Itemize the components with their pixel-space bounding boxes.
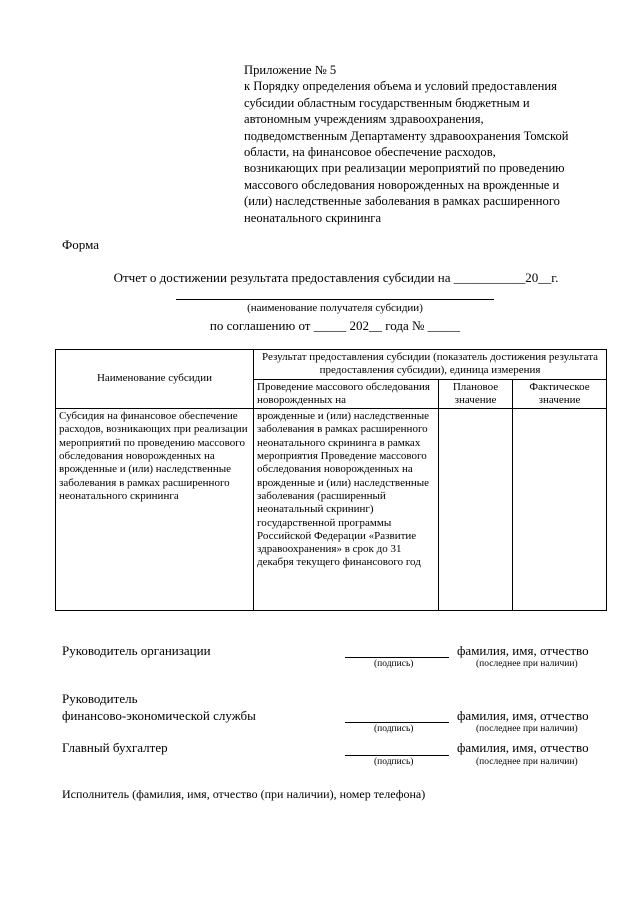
accountant-patronymic-caption: (последнее при наличии) — [476, 757, 578, 767]
finance-label-line1: Руководитель — [62, 691, 138, 706]
table-row — [56, 409, 607, 611]
head-signature-line[interactable] — [345, 657, 449, 658]
header-actual: Фактическое значение — [513, 379, 607, 409]
appendix-line: возникающих при реализации мероприятий по проведению — [244, 161, 565, 176]
header-planned: Плановое значение — [439, 379, 513, 409]
row-actual[interactable] — [513, 409, 607, 611]
header-subsidy-name: Наименование субсидии — [56, 350, 254, 409]
accountant-fio: фамилия, имя, отчество — [457, 740, 589, 755]
header-result-event: Проведение массового обследования новорожденных на — [254, 379, 439, 409]
appendix-line: подведомственным Департаменту здравоохранения Томской — [244, 128, 569, 143]
finance-signature-line[interactable] — [345, 722, 449, 723]
finance-signature-caption: (подпись) — [374, 724, 414, 734]
head-patronymic-caption: (последнее при наличии) — [476, 659, 578, 669]
head-label: Руководитель организации — [62, 643, 211, 658]
executor-line: Исполнитель (фамилия, имя, отчество (при наличии), номер телефона) — [62, 787, 426, 801]
appendix-line: автономным учреждениям здравоохранения, — [244, 112, 484, 127]
appendix-line: (или) наследственные заболевания в рамках расширенного — [244, 194, 560, 209]
appendix-line: Приложение № 5 — [244, 63, 337, 77]
report-title: Отчет о достижении результата предоставления субсидии на ___________20__г. — [113, 270, 559, 285]
head-signature-caption: (подпись) — [374, 659, 414, 669]
accountant-signature-caption: (подпись) — [374, 757, 414, 767]
agreement-line: по соглашению от _____ 202__ года № _____ — [209, 318, 461, 333]
row-planned[interactable] — [439, 409, 513, 611]
finance-label-line2: финансово-экономической службы — [62, 708, 256, 723]
appendix-header — [244, 62, 624, 226]
finance-fio: фамилия, имя, отчество — [457, 708, 589, 723]
report-table — [55, 349, 607, 611]
accountant-signature-line[interactable] — [345, 755, 449, 756]
row-result-text: врожденные и (или) наследственные заболевания в рамках расширенного неонатального скрининга в рамках мероприятия Проведение массового обследования новорожденных на врожденные и (или) наследственные заболевания (расширенный неонатальный скрининг) государственной программы Российской Федерации «Развитие здравоохранения» в срок до 31 декабря текущего финансового год — [254, 409, 439, 611]
appendix-line: субсидии областным государственным бюджетным и — [244, 95, 530, 110]
header-result: Результат предоставления субсидии (показатель достижения результата предоставления субсидии), единица измерения — [254, 350, 607, 380]
finance-patronymic-caption: (последнее при наличии) — [476, 724, 578, 734]
head-fio: фамилия, имя, отчество — [457, 643, 589, 658]
appendix-line: к Порядку определения объема и условий предоставления — [244, 79, 557, 94]
row-subsidy-name: Субсидия на финансовое обеспечение расходов, возникающих при реализации мероприятий по проведению массового обследования новорожденных на врожденные и (или) наследственные заболевания в рамках расширенного неонатального скрининга — [56, 409, 254, 611]
accountant-label: Главный бухгалтер — [62, 740, 168, 755]
appendix-line: массового обследования новорожденных на врожденные и — [244, 177, 560, 192]
form-label: Форма — [62, 237, 99, 252]
appendix-line: неонатального скрининга — [244, 210, 382, 225]
recipient-caption: (наименование получателя субсидии) — [247, 302, 423, 314]
appendix-line: области, на финансовое обеспечение расходов, — [244, 145, 496, 160]
recipient-name-line — [176, 299, 494, 300]
table-header-row — [56, 350, 607, 380]
